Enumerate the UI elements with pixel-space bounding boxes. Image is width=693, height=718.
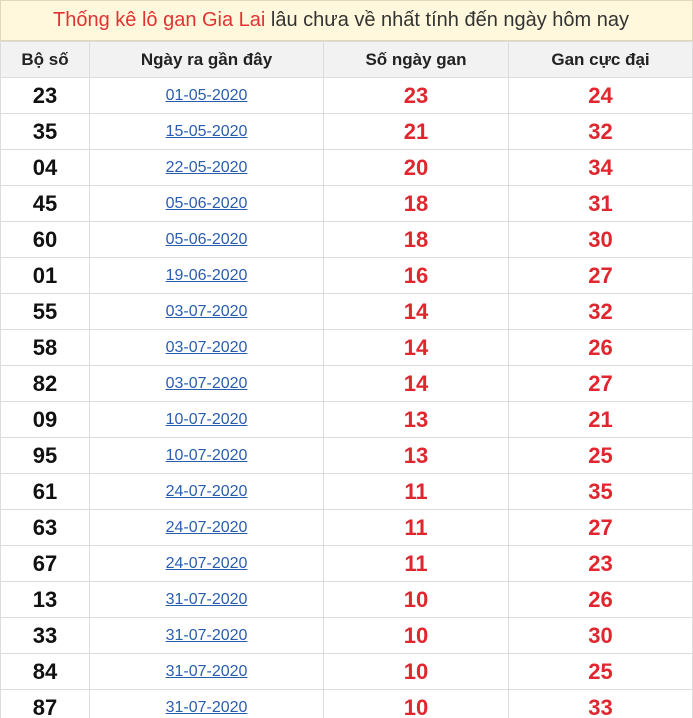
table-row: [1, 438, 693, 474]
header-bo-so: Bộ số: [1, 42, 90, 78]
table-row: [1, 402, 693, 438]
bo-so-cell: 55: [1, 294, 90, 330]
table-body: [1, 78, 693, 718]
so-ngay-gan-cell: 10: [324, 690, 509, 718]
bo-so-cell: 87: [1, 690, 90, 718]
date-link[interactable]: 19-06-2020: [165, 266, 248, 284]
date-cell: [90, 618, 324, 654]
gan-cuc-dai-cell: 23: [509, 546, 693, 582]
table-row: [1, 582, 693, 618]
date-cell: [90, 582, 324, 618]
so-ngay-gan-cell: 13: [324, 438, 509, 474]
bo-so-cell: 13: [1, 582, 90, 618]
bo-so-cell: 67: [1, 546, 90, 582]
gan-cuc-dai-cell: 26: [509, 330, 693, 366]
date-link[interactable]: 03-07-2020: [165, 302, 248, 320]
gan-cuc-dai-cell: 34: [509, 150, 693, 186]
so-ngay-gan-cell: 11: [324, 510, 509, 546]
header-ngay-ra: Ngày ra gần đây: [90, 42, 324, 78]
date-link[interactable]: 03-07-2020: [165, 374, 248, 392]
table-row: [1, 618, 693, 654]
date-cell: [90, 690, 324, 718]
date-cell: [90, 366, 324, 402]
table-row: [1, 78, 693, 114]
so-ngay-gan-cell: 18: [324, 222, 509, 258]
so-ngay-gan-cell: 21: [324, 114, 509, 150]
gan-cuc-dai-cell: 30: [509, 618, 693, 654]
date-link[interactable]: 03-07-2020: [165, 338, 248, 356]
bo-so-cell: 35: [1, 114, 90, 150]
gan-cuc-dai-cell: 31: [509, 186, 693, 222]
date-link[interactable]: 10-07-2020: [165, 410, 248, 428]
gan-cuc-dai-cell: 27: [509, 258, 693, 294]
gan-cuc-dai-cell: 27: [509, 366, 693, 402]
date-link[interactable]: 24-07-2020: [165, 554, 248, 572]
date-link[interactable]: 31-07-2020: [165, 698, 248, 716]
date-link[interactable]: 05-06-2020: [165, 230, 248, 248]
lo-gan-table: [0, 41, 693, 718]
table-row: [1, 474, 693, 510]
date-cell: [90, 438, 324, 474]
table-row: [1, 366, 693, 402]
gan-cuc-dai-cell: 30: [509, 222, 693, 258]
bo-so-cell: 60: [1, 222, 90, 258]
page-title: [0, 0, 693, 41]
header-so-ngay-gan: Số ngày gan: [324, 42, 509, 78]
table-row: [1, 330, 693, 366]
date-link[interactable]: 10-07-2020: [165, 446, 248, 464]
bo-so-cell: 95: [1, 438, 90, 474]
date-cell: [90, 402, 324, 438]
gan-cuc-dai-cell: 25: [509, 438, 693, 474]
date-cell: [90, 78, 324, 114]
date-link[interactable]: 01-05-2020: [165, 86, 248, 104]
so-ngay-gan-cell: 16: [324, 258, 509, 294]
date-link[interactable]: 05-06-2020: [165, 194, 248, 212]
gan-cuc-dai-cell: 33: [509, 690, 693, 718]
date-cell: [90, 294, 324, 330]
table-row: [1, 546, 693, 582]
bo-so-cell: 84: [1, 654, 90, 690]
so-ngay-gan-cell: 11: [324, 474, 509, 510]
date-link[interactable]: 22-05-2020: [165, 158, 248, 176]
bo-so-cell: 09: [1, 402, 90, 438]
date-cell: [90, 654, 324, 690]
bo-so-cell: 01: [1, 258, 90, 294]
table-row: [1, 690, 693, 718]
gan-cuc-dai-cell: 35: [509, 474, 693, 510]
header-gan-cuc-dai: Gan cực đại: [509, 42, 693, 78]
gan-cuc-dai-cell: 24: [509, 78, 693, 114]
date-cell: [90, 150, 324, 186]
date-link[interactable]: 31-07-2020: [165, 590, 248, 608]
so-ngay-gan-cell: 10: [324, 618, 509, 654]
gan-cuc-dai-cell: 32: [509, 294, 693, 330]
date-cell: [90, 474, 324, 510]
date-link[interactable]: 31-07-2020: [165, 626, 248, 644]
so-ngay-gan-cell: 23: [324, 78, 509, 114]
date-link[interactable]: 31-07-2020: [165, 662, 248, 680]
so-ngay-gan-cell: 10: [324, 582, 509, 618]
date-cell: [90, 258, 324, 294]
date-link[interactable]: 24-07-2020: [165, 518, 248, 536]
bo-so-cell: 04: [1, 150, 90, 186]
date-link[interactable]: 15-05-2020: [165, 122, 248, 140]
date-cell: [90, 222, 324, 258]
so-ngay-gan-cell: 11: [324, 546, 509, 582]
table-row: [1, 114, 693, 150]
title-rest: lâu chưa về nhất tính đến ngày hôm nay: [265, 9, 630, 31]
date-cell: [90, 330, 324, 366]
bo-so-cell: 58: [1, 330, 90, 366]
date-cell: [90, 186, 324, 222]
gan-cuc-dai-cell: 21: [509, 402, 693, 438]
so-ngay-gan-cell: 14: [324, 294, 509, 330]
gan-cuc-dai-cell: 27: [509, 510, 693, 546]
gan-cuc-dai-cell: 25: [509, 654, 693, 690]
table-row: [1, 150, 693, 186]
date-cell: [90, 510, 324, 546]
bo-so-cell: 23: [1, 78, 90, 114]
so-ngay-gan-cell: 14: [324, 366, 509, 402]
table-row: [1, 186, 693, 222]
date-cell: [90, 546, 324, 582]
so-ngay-gan-cell: 14: [324, 330, 509, 366]
table-row: [1, 222, 693, 258]
table-row: [1, 510, 693, 546]
bo-so-cell: 33: [1, 618, 90, 654]
bo-so-cell: 63: [1, 510, 90, 546]
gan-cuc-dai-cell: 26: [509, 582, 693, 618]
table-row: [1, 258, 693, 294]
title-highlight: Thống kê lô gan Gia Lai: [53, 9, 266, 31]
gan-cuc-dai-cell: 32: [509, 114, 693, 150]
so-ngay-gan-cell: 20: [324, 150, 509, 186]
so-ngay-gan-cell: 13: [324, 402, 509, 438]
date-cell: [90, 114, 324, 150]
table-row: [1, 294, 693, 330]
table-header-row: [1, 42, 693, 78]
bo-so-cell: 82: [1, 366, 90, 402]
bo-so-cell: 45: [1, 186, 90, 222]
so-ngay-gan-cell: 10: [324, 654, 509, 690]
table-row: [1, 654, 693, 690]
so-ngay-gan-cell: 18: [324, 186, 509, 222]
date-link[interactable]: 24-07-2020: [165, 482, 248, 500]
bo-so-cell: 61: [1, 474, 90, 510]
